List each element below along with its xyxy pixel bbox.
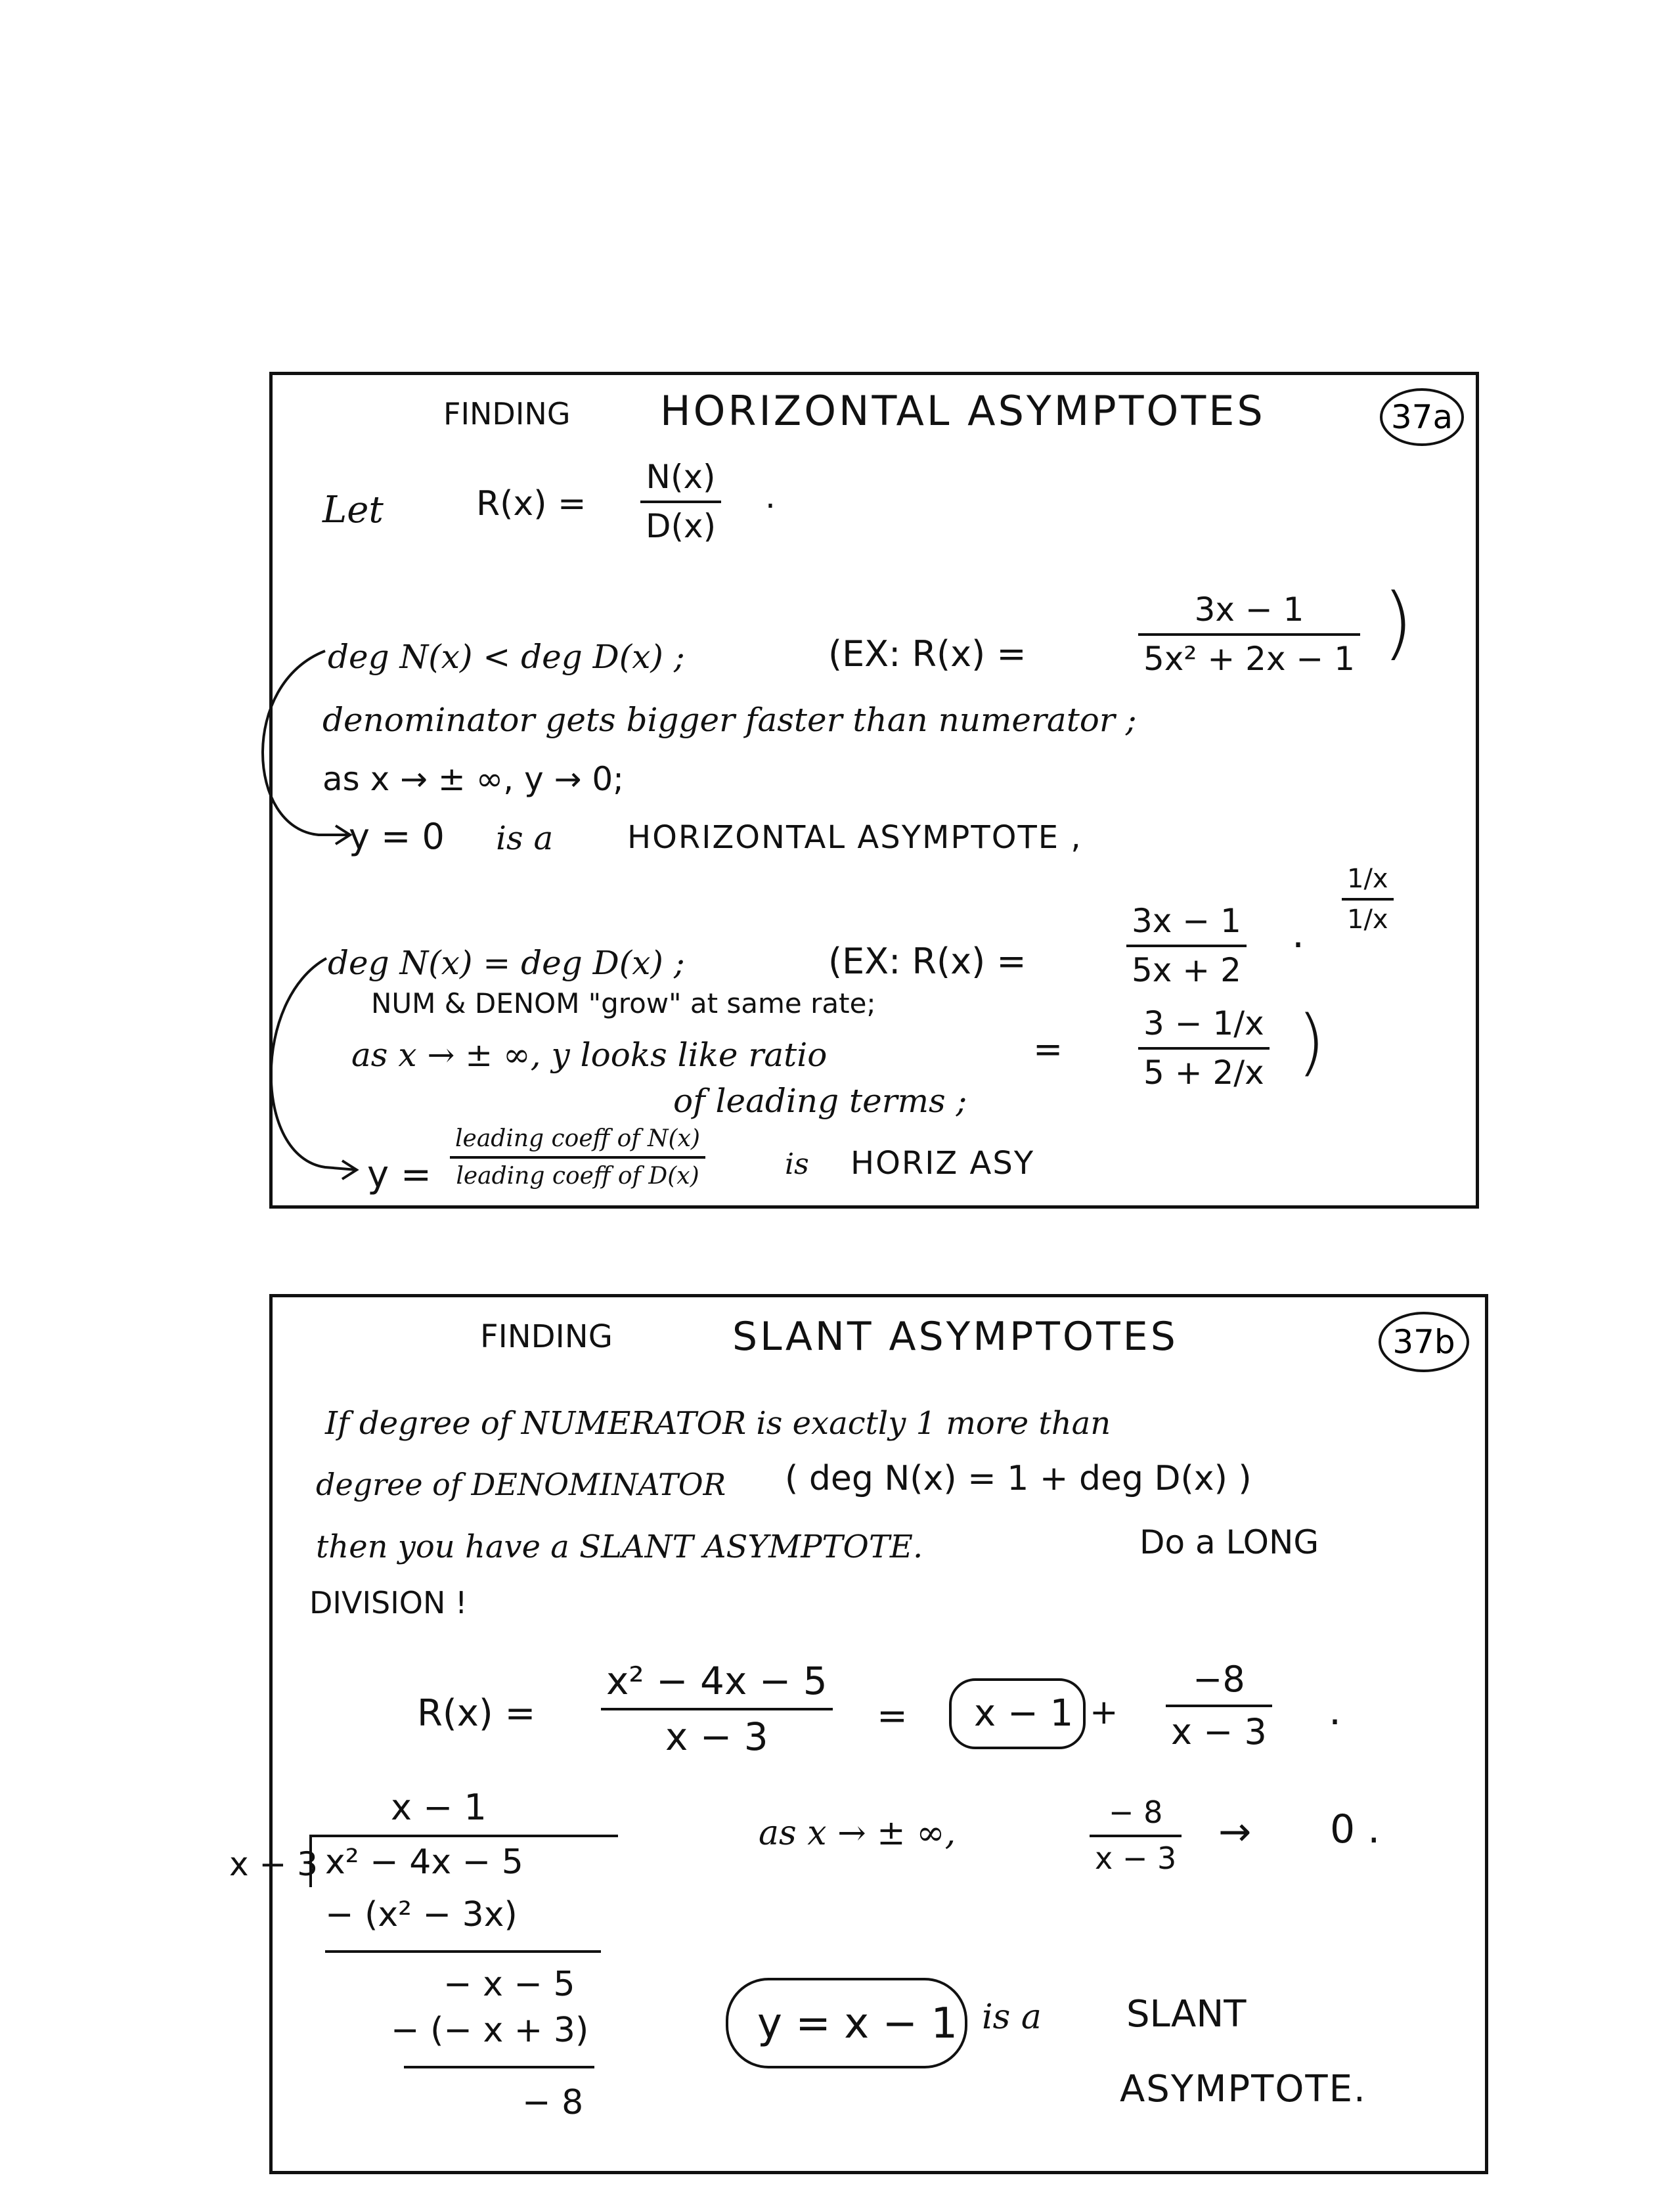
case1-example-open: (EX: R(x) = xyxy=(828,633,1027,675)
limit-text: as x → ± ∞, xyxy=(759,1814,956,1853)
r-equation-equals: = xyxy=(877,1695,908,1737)
division-rule-1 xyxy=(325,1950,601,1953)
page-number-label: 37a xyxy=(1390,398,1453,436)
r-def-numerator: N(x) xyxy=(646,458,716,496)
fraction-bar xyxy=(601,1708,833,1710)
case1-conclusion-text: HORIZONTAL ASYMPTOTE , xyxy=(627,819,1082,856)
title-finding: FINDING xyxy=(480,1318,613,1355)
case2-leading-denominator: leading coeff of D(x) xyxy=(456,1163,699,1190)
long-division-divisor: x − 3 xyxy=(229,1845,319,1883)
card-horizontal-asymptotes xyxy=(269,372,1479,1209)
case1-line1: denominator gets bigger faster than numerator ; xyxy=(322,701,1137,739)
boxed-quotient-text: x − 1 xyxy=(974,1692,1074,1735)
case2-conclusion-is: is xyxy=(785,1148,809,1181)
r-equation-plus: + xyxy=(1090,1693,1118,1732)
remainder-fraction xyxy=(1166,1657,1272,1754)
intro-line3b: Do a LONG xyxy=(1139,1523,1319,1561)
case2-condition: deg N(x) = deg D(x) ; xyxy=(328,944,685,982)
case2-simplified-numerator: 3 − 1/x xyxy=(1143,1004,1264,1042)
case2-example-open: (EX: R(x) = xyxy=(828,941,1027,982)
remainder-denominator: x − 3 xyxy=(1171,1710,1267,1753)
long-division-subtract-1: − (x² − 3x) xyxy=(325,1895,518,1934)
r-def-left: R(x) = xyxy=(476,484,586,524)
limit-numerator: − 8 xyxy=(1108,1795,1163,1830)
case2-example-numerator: 3x − 1 xyxy=(1132,902,1241,940)
long-division-quotient: x − 1 xyxy=(391,1787,487,1828)
case2-simplified-denominator: 5 + 2/x xyxy=(1143,1053,1264,1092)
case2-line1: NUM & DENOM "grow" at same rate; xyxy=(371,987,876,1019)
case2-line2: as x → ± ∞, y looks like ratio xyxy=(351,1036,828,1074)
case2-equals: = xyxy=(1033,1029,1063,1070)
limit-arrow-icon: → xyxy=(1218,1809,1252,1855)
remainder-numerator: −8 xyxy=(1193,1659,1245,1700)
case2-example-denominator: 5x + 2 xyxy=(1132,950,1241,989)
let-label: Let xyxy=(322,489,384,531)
long-division-difference-1: − x − 5 xyxy=(443,1965,575,2004)
r-equation-left: R(x) = xyxy=(417,1692,536,1735)
r-def-denominator: D(x) xyxy=(646,506,717,545)
intro-line2b: ( deg N(x) = 1 + deg D(x) ) xyxy=(785,1459,1252,1498)
case2-conclusion-text: HORIZ ASY xyxy=(851,1145,1035,1182)
answer-slant: SLANT xyxy=(1126,1993,1247,2036)
division-rule-2 xyxy=(404,2066,594,2068)
case2-multiplier-numerator: 1/x xyxy=(1347,864,1388,894)
limit-value: 0 . xyxy=(1330,1806,1381,1852)
card-slant-asymptotes xyxy=(229,1294,1488,2174)
fraction-bar xyxy=(1166,1705,1272,1707)
limit-denominator: x − 3 xyxy=(1095,1840,1177,1876)
r-equation-dot: . xyxy=(1329,1688,1342,1734)
case1-example-denominator: 5x² + 2x − 1 xyxy=(1143,639,1356,678)
case1-line2: as x → ± ∞, y → 0; xyxy=(322,760,625,798)
case1-conclusion-y: y = 0 xyxy=(349,816,445,857)
case2-line3: of leading terms ; xyxy=(673,1082,967,1120)
page-number-label: 37b xyxy=(1392,1323,1455,1361)
r-def-dot: . xyxy=(765,478,776,516)
case1-example-close: ) xyxy=(1382,577,1413,669)
answer-boxed-text: y = x − 1 xyxy=(757,1999,958,2048)
case1-condition: deg N(x) < deg D(x) ; xyxy=(328,638,685,676)
answer-boxed xyxy=(726,1978,967,2068)
case2-conclusion-y: y = xyxy=(367,1153,431,1196)
intro-line1: If degree of NUMERATOR is exactly 1 more than xyxy=(325,1405,1111,1442)
r-equation-numerator: x² − 4x − 5 xyxy=(606,1659,828,1703)
limit-fraction xyxy=(1090,1794,1182,1877)
case1-curved-arrow-icon xyxy=(273,375,1482,1212)
title-finding: FINDING xyxy=(443,396,571,432)
answer-is: is a xyxy=(982,1998,1042,2037)
case2-leading-numerator: leading coeff of N(x) xyxy=(455,1125,700,1152)
title-slant-asymptotes: SLANT ASYMPTOTES xyxy=(732,1314,1178,1360)
division-bracket-top xyxy=(309,1835,618,1837)
title-horizontal-asymptotes: HORIZONTAL ASYMPTOTES xyxy=(660,387,1266,435)
case2-example-close: ) xyxy=(1297,1000,1325,1084)
fraction-bar xyxy=(1090,1835,1182,1837)
page-number-badge xyxy=(1379,1312,1469,1372)
boxed-quotient xyxy=(949,1678,1086,1749)
long-division-remainder: − 8 xyxy=(522,2083,584,2122)
case1-conclusion-is: is a xyxy=(496,819,554,857)
case1-example-numerator: 3x − 1 xyxy=(1194,591,1304,629)
answer-asymptote: ASYMPTOTE. xyxy=(1120,2068,1367,2110)
r-equation-denominator: x − 3 xyxy=(665,1714,768,1759)
r-equation-fraction xyxy=(601,1657,833,1760)
intro-line4: DIVISION ! xyxy=(309,1585,468,1620)
case2-multiplier-denominator: 1/x xyxy=(1347,904,1388,935)
intro-line3a: then you have a SLANT ASYMPTOTE. xyxy=(316,1529,923,1565)
case2-multiply-dot: · xyxy=(1292,922,1305,968)
long-division-subtract-2: − (− x + 3) xyxy=(391,2011,589,2050)
intro-line2a: degree of DENOMINATOR xyxy=(316,1467,726,1502)
long-division-dividend: x² − 4x − 5 xyxy=(325,1842,523,1882)
